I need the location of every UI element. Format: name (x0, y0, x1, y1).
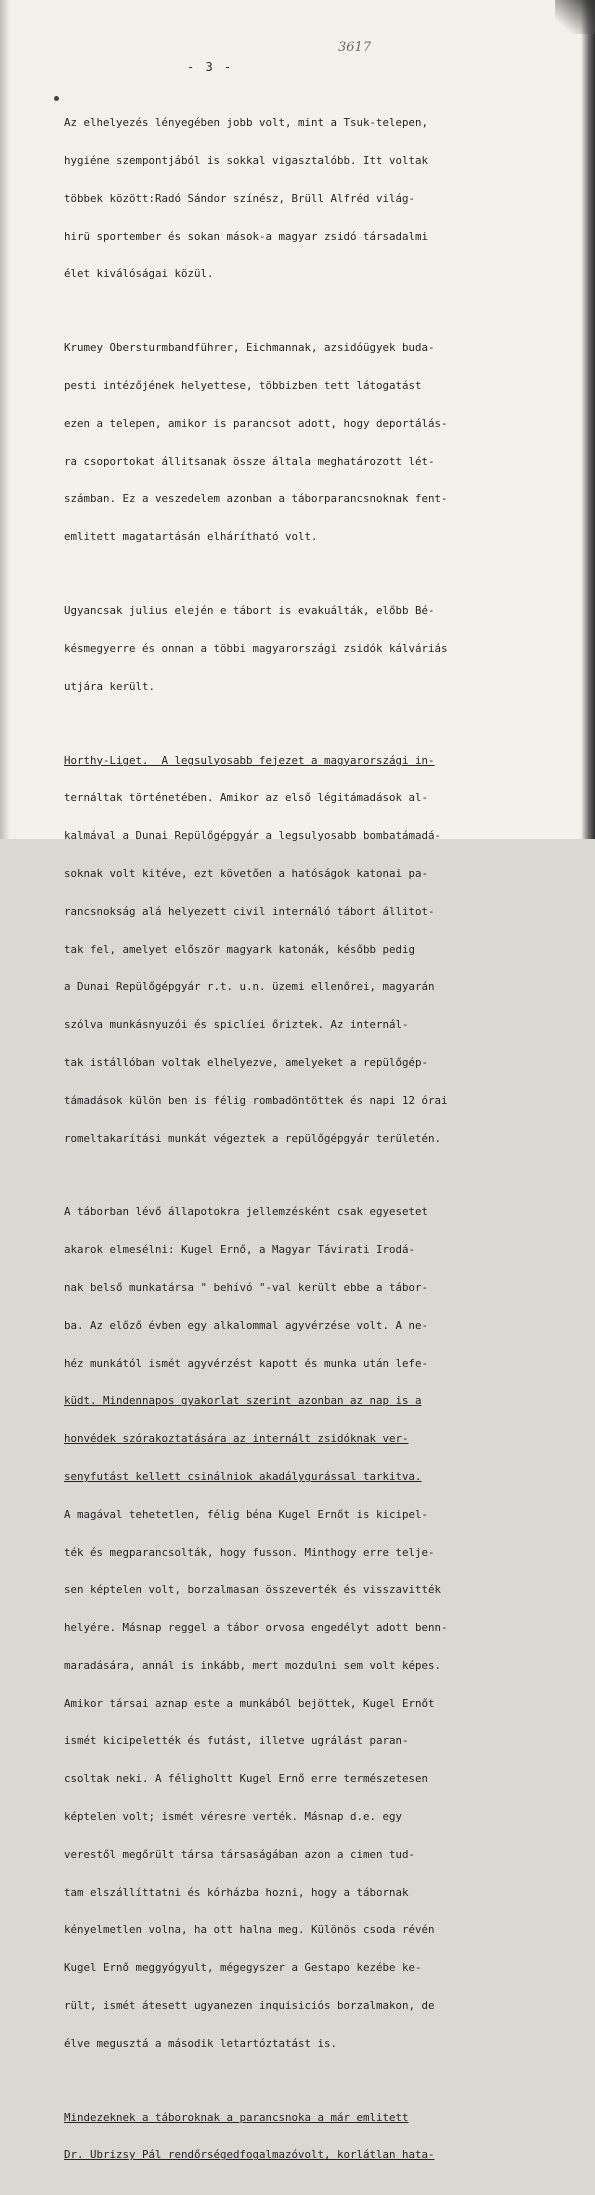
text-line: csoltak neki. A féligholtt Kugel Ernő erre természetesen (64, 1772, 429, 1786)
text-line: Amikor társai aznap este a munkából bejöttek, Kugel Ernőt (64, 1696, 435, 1710)
text-line: ték és megparancsolták, hogy fusson. Minthogy erre telje- (64, 1545, 435, 1559)
scan-corner-shadow (555, 0, 595, 34)
text-line: támadások külön ben is félig rombadöntöttek és napi 12 órai (64, 1093, 448, 1107)
text-line: többek között:Radó Sándor színész, Brüll Alfréd világ- (64, 191, 416, 205)
text-line: számban. Ez a veszedelem azonban a táborparancsnoknak fent- (64, 492, 448, 506)
text-line: ismét kicipelették és futást, illetve ugrálást paran- (64, 1734, 409, 1748)
text-line: Kugel Ernő meggyógyult, mégegyszer a Gestapo kezébe ke- (64, 1961, 422, 1975)
text-line: a Dunai Repülőgépgyár r.t. u.n. üzemi ellenőrei, magyarán (64, 980, 435, 994)
paragraph-kugel-erno (64, 1181, 564, 2075)
text-line: Ugyancsak julius elején e tábort is evakuálták, előbb Bé- (64, 604, 435, 618)
text-line-underlined: küdt. Mindennapos gyakorlat szerint azonban az nap is a (64, 1394, 422, 1408)
text-line: nak belső munkatársa " behívó "-val került ebbe a tábor- (64, 1281, 429, 1295)
text-line: A táborban lévő állapotokra jellemzésként csak egyesetet (64, 1205, 429, 1219)
text-line: A magával tehetetlen, félig béna Kugel Ernőt is kicipel- (64, 1507, 429, 1521)
text-line: utjára került. (64, 679, 156, 693)
text-line: tak istállóban voltak elhelyezve, amelyeket a repülőgép- (64, 1055, 429, 1069)
text-line: kényelmetlen volna, ha ott halna meg. Különös csoda révén (64, 1923, 435, 1937)
text-line: rancsnokság alá helyezett civil internáló tábort állitot- (64, 904, 435, 918)
text-line: hirü sportember és sokan mások-a magyar zsidó társadalmi (64, 229, 429, 243)
text-line-underlined: honvédek szórakoztatására az internált zsidóknak ver- (64, 1432, 409, 1446)
text-line: tam elszállíttatni és kórházba hozni, hogy a tábornak (64, 1885, 409, 1899)
text-line: képtelen volt; ismét véresre verték. Másnap d.e. egy (64, 1809, 403, 1823)
text-line: ba. Az előző évben egy alkalommal agyvérzése volt. A ne- (64, 1318, 429, 1332)
text-line: rült, ismét átesett ugyanezen inquisiciós borzalmakon, de (64, 1998, 435, 2012)
paragraph-3 (64, 580, 564, 719)
margin-mark-icon (54, 96, 59, 101)
text-line: emlitett magatartásán elhárítható volt. (64, 530, 318, 544)
text-line: soknak volt kitéve, ezt követően a hatóságok katonai pa- (64, 867, 429, 881)
text-line: ternáltak történetében. Amikor az első légitámadások al- (64, 791, 429, 805)
text-line: romeltakarítási munkát végeztek a repülőgépgyár területén. (64, 1131, 442, 1145)
paragraph-1 (64, 92, 564, 306)
text-line: szólva munkásnyuzói és spiclíei őriztek. Az internál- (64, 1018, 409, 1032)
text-line: Krumey Obersturmbandführer, Eichmannak, azsidóügyek buda- (64, 341, 435, 355)
text-line: pesti intézőjének helyettese, többizben tett látogatást (64, 379, 422, 393)
typewritten-body (64, 92, 564, 2195)
paragraph-2 (64, 317, 564, 569)
text-line: maradására, annál is inkább, mert mozdulni sem volt képes. (64, 1658, 442, 1672)
paragraph-horthy-liget (64, 730, 564, 1171)
text-line: helyére. Másnap reggel a tábor orvosa engedélyt adott benn- (64, 1621, 448, 1635)
text-line: ra csoportokat állitsanak össze általa meghatározott lét- (64, 454, 435, 468)
text-line: késmegyerre és onnan a többi magyarországi zsidók kálváriás (64, 641, 448, 655)
text-line: héz munkától ismét agyvérzést kapott és munka után lefe- (64, 1356, 429, 1370)
page-number: - 3 - (187, 60, 234, 74)
text-line: akarok elmesélni: Kugel Ernő, a Magyar Távirati Irodá- (64, 1243, 416, 1257)
handwritten-archive-number: 3617 (338, 40, 372, 55)
text-line: hygiéne szempontjából is sokkal vigasztalóbb. Itt voltak (64, 153, 429, 167)
text-line: sen képtelen volt, borzalmasan összeverték és visszavitték (64, 1583, 442, 1597)
text-line: élve megusztá a második letartóztatást is. (64, 2036, 338, 2050)
text-line: verestől megőrült társa társaságában azon a cimen tud- (64, 1847, 416, 1861)
text-line: ezen a telepen, amikor is parancsot adott, hogy deportálás- (64, 416, 448, 430)
scan-binding-strip (581, 0, 595, 839)
text-line-underlined: Mindezeknek a táboroknak a parancsnoka a már emlitett (64, 2110, 409, 2124)
text-line: élet kiválóságai közül. (64, 267, 214, 281)
section-heading-line: Horthy-Liget. A legsulyosabb fejezet a magyarországi in- (64, 753, 435, 767)
text-line: tak fel, amelyet először magyark katonák, később pedig (64, 942, 416, 956)
text-line: kalmával a Dunai Repülőgépgyár a legsulyosabb bombatámadá- (64, 829, 442, 843)
paragraph-final (64, 2086, 564, 2187)
text-line-underlined: Dr. Ubrizsy Pál rendőrségedfogalmazóvolt, korlátlan hata- (64, 2148, 435, 2162)
text-line: Az elhelyezés lényegében jobb volt, mint a Tsuk-telepen, (64, 116, 429, 130)
text-line-underlined: senyfutást kellett csinálniok akadálygurással tarkitva. (64, 1469, 422, 1483)
scan-edge-shadow (0, 0, 10, 839)
